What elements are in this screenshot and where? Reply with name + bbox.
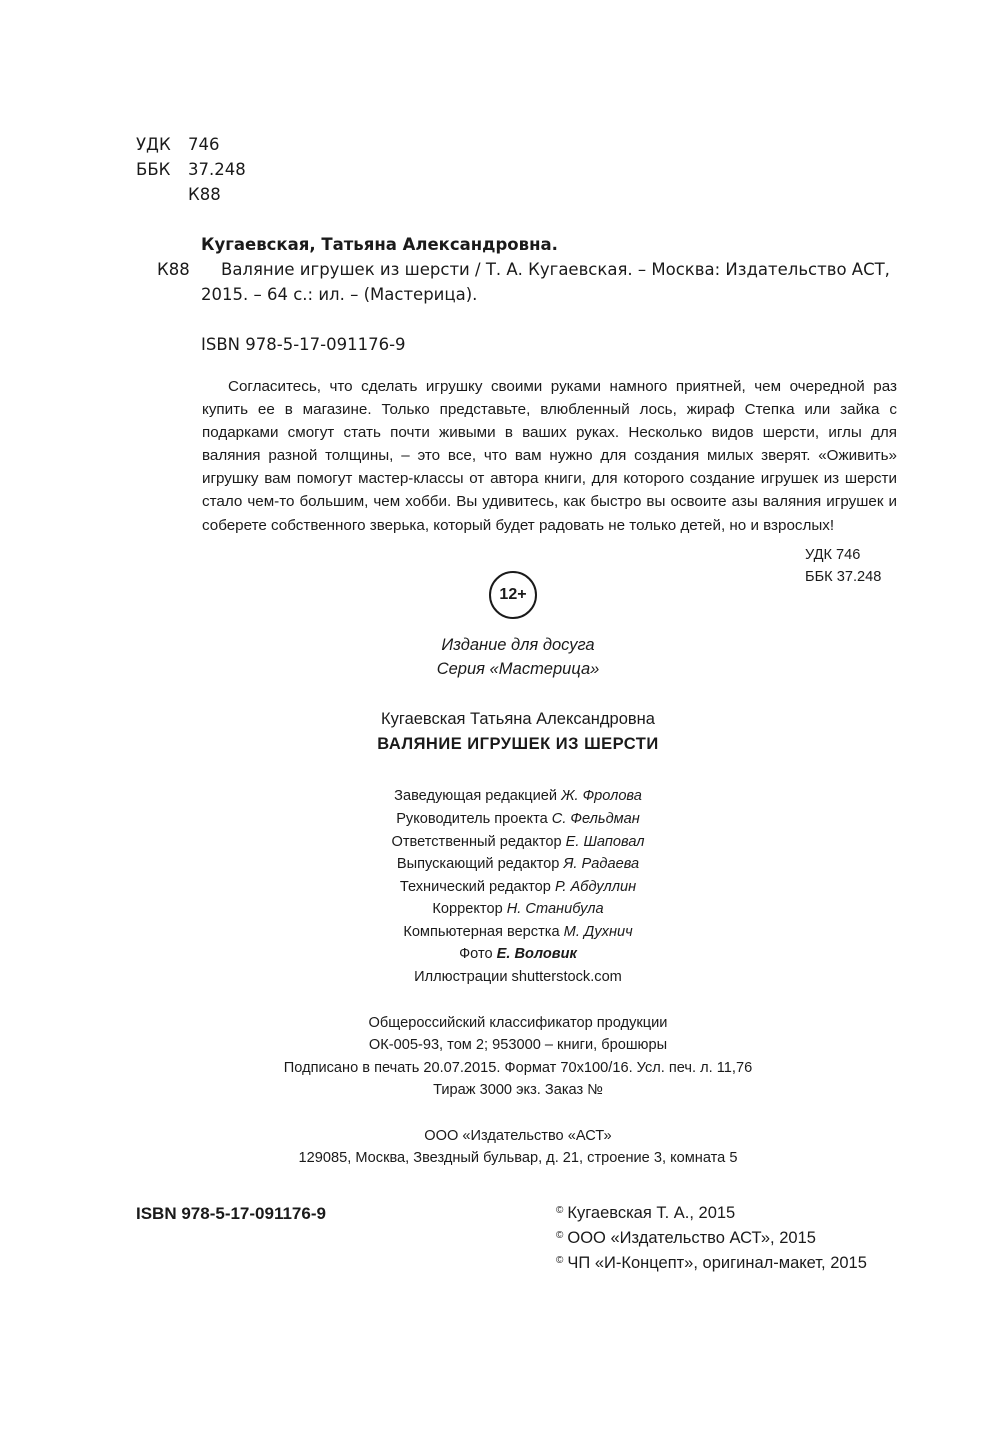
copyright-line <box>556 1250 867 1274</box>
udk-value: 746 <box>188 135 220 154</box>
credit-role: Технический редактор <box>399 879 551 895</box>
print-info-line: Подписано в печать 20.07.2015. Формат 70x100/16. Усл. печ. л. 11,76 <box>283 1060 753 1076</box>
copyright-symbol: © <box>556 1230 564 1241</box>
credit-line <box>0 785 986 808</box>
print-info-line: ОК-005-93, том 2; 953000 – книги, брошюры <box>368 1037 668 1053</box>
abstract-udk: УДК 746 <box>805 547 861 563</box>
credit-name: Н. Станибула <box>506 901 604 917</box>
bbk-label: ББК <box>136 160 171 179</box>
credit-name: Р. Абдуллин <box>554 879 637 895</box>
abstract-text: Согласитесь, что сделать игрушку своими руками намного приятней, чем очередной раз купить ее в магазине. Только представьте, влюбленный лось, жираф Степка или зайка с подарками смогут стать почти живыми в ваших руках. Несколько видов шерсти, иглы для валяния разной толщины, – это все, что вам нужно для создания милых зверят. «Оживить» игрушку вам помогут мастер-классы от автора книги, для которого создание игрушек из шерсти стало чем-то большим, чем хобби. Вы удивитесь, как быстро вы освоите азы валяния игрушек и соберете собственного зверька, который будет радовать не только детей, но и взрослых! <box>202 378 897 534</box>
bib-mark: К88 <box>157 260 190 279</box>
credit-role: Корректор <box>432 901 503 917</box>
author-mark: К88 <box>188 185 221 204</box>
bib-line-2: 2015. – 64 с.: ил. – (Мастерица). <box>201 285 478 304</box>
abstract-bbk: ББК 37.248 <box>805 569 882 585</box>
credit-line <box>0 853 986 876</box>
credit-name: Ж. Фролова <box>561 788 642 804</box>
publisher-address: 129085, Москва, Звездный бульвар, д. 21, строение 3, комната 5 <box>298 1150 738 1166</box>
print-info-line: Общероссийский классификатор продукции <box>368 1015 668 1031</box>
bbk-value: 37.248 <box>188 160 246 179</box>
copyright-line <box>556 1200 735 1224</box>
abstract <box>202 375 897 537</box>
credit-role: Руководитель проекта <box>396 811 548 827</box>
bib-isbn: ISBN 978-5-17-091176-9 <box>201 335 406 354</box>
copyright-symbol: © <box>556 1255 564 1266</box>
credit-name: Е. Воловик <box>496 946 577 962</box>
bib-line-1: Валяние игрушек из шерсти / Т. А. Кугаевская. – Москва: Издательство АСТ, <box>221 260 890 279</box>
age-rating-badge <box>489 571 537 619</box>
credit-role: Фото <box>459 946 493 962</box>
edition-series: Серия «Мастерица» <box>436 660 600 678</box>
copyright-text: ЧП «И-Концепт», оригинал-макет, 2015 <box>567 1254 867 1272</box>
credit-name: С. Фельдман <box>551 811 640 827</box>
credit-name: Я. Радаева <box>563 856 640 872</box>
print-info-line: Тираж 3000 экз. Заказ № <box>433 1082 603 1098</box>
credit-role: Выпускающий редактор <box>396 856 560 872</box>
credit-role: Заведующая редакцией <box>394 788 558 804</box>
credit-line <box>0 876 986 899</box>
credit-role: Ответственный редактор <box>391 834 562 850</box>
footer-isbn: ISBN 978-5-17-091176-9 <box>136 1204 326 1223</box>
bib-author-heading: Кугаевская, Татьяна Александровна. <box>201 235 558 254</box>
edition-type: Издание для досуга <box>441 636 595 654</box>
colophon-title: ВАЛЯНИЕ ИГРУШЕК ИЗ ШЕРСТИ <box>377 735 659 753</box>
copyright-text: Кугаевская Т. А., 2015 <box>567 1204 736 1222</box>
credit-line <box>0 921 986 944</box>
credit-name: М. Духнич <box>563 924 633 940</box>
copyright-line <box>556 1225 816 1249</box>
age-rating-text: 12+ <box>499 586 527 603</box>
credit-name: Е. Шаповал <box>565 834 645 850</box>
copyright-text: ООО «Издательство АСТ», 2015 <box>567 1229 816 1247</box>
credit-role: Компьютерная верстка <box>403 924 560 940</box>
publisher-name: ООО «Издательство «АСТ» <box>424 1128 612 1144</box>
credit-line <box>0 943 986 966</box>
illustrations-credit: Иллюстрации shutterstock.com <box>414 969 622 985</box>
credit-line <box>0 808 986 831</box>
copyright-symbol: © <box>556 1205 564 1216</box>
credit-line <box>0 898 986 921</box>
udk-label: УДК <box>136 135 171 154</box>
credit-line <box>0 831 986 854</box>
colophon-author: Кугаевская Татьяна Александровна <box>381 710 655 728</box>
